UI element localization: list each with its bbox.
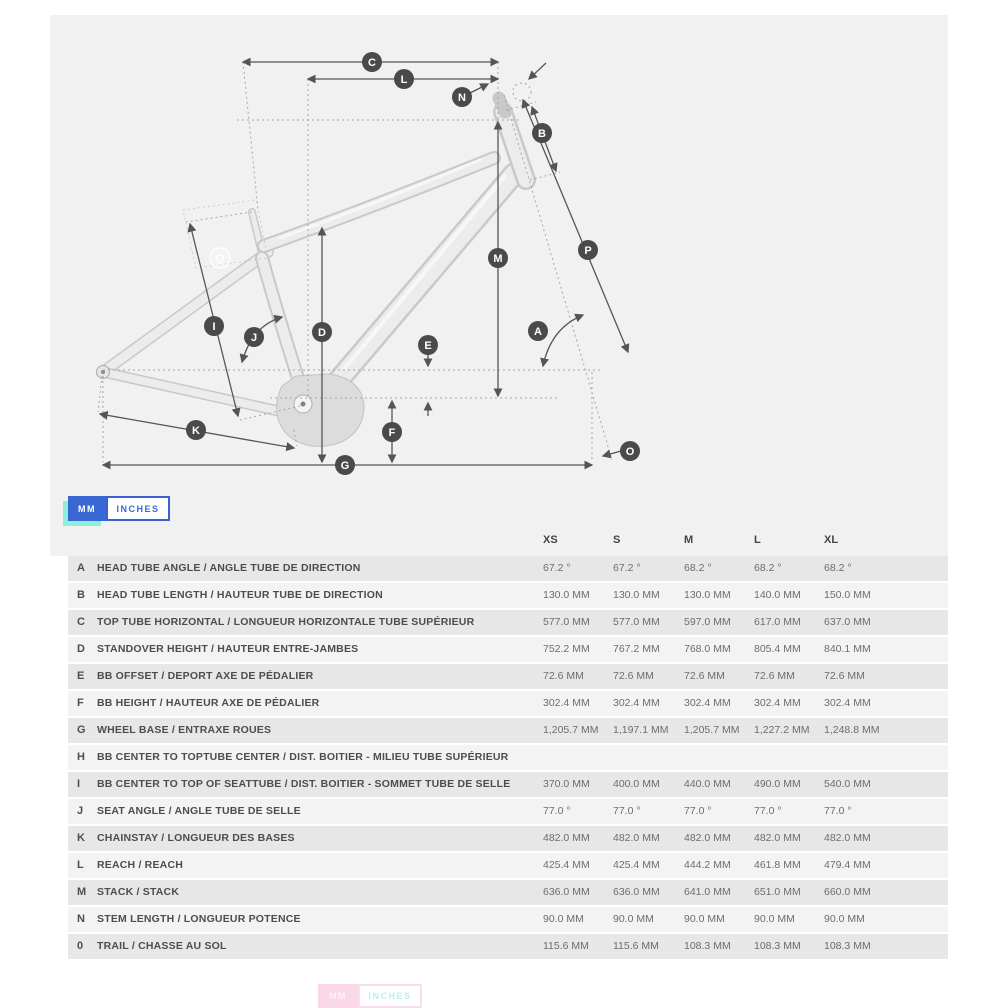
value-l: 90.0 MM xyxy=(754,913,795,925)
value-xl: 479.4 MM xyxy=(824,859,871,871)
svg-text:G: G xyxy=(340,460,350,472)
column-header-xl: XL xyxy=(824,534,839,546)
value-l: 1,227.2 MM xyxy=(754,724,810,736)
diagram-label-K xyxy=(186,420,206,440)
svg-text:J: J xyxy=(250,332,258,344)
value-xl: 90.0 MM xyxy=(824,913,865,925)
geometry-table xyxy=(68,529,948,961)
diagram-label-A xyxy=(528,321,548,341)
value-l: 490.0 MM xyxy=(754,778,801,790)
value-xs: 302.4 MM xyxy=(543,697,590,709)
value-xl: 150.0 MM xyxy=(824,589,871,601)
value-s: 400.0 MM xyxy=(613,778,660,790)
svg-text:C: C xyxy=(368,57,376,69)
unit-toggle-ghost xyxy=(318,984,422,1008)
value-xl: 72.6 MM xyxy=(824,670,865,682)
bike-geometry-diagram xyxy=(50,15,948,556)
table-row xyxy=(68,826,948,851)
value-xs: 1,205.7 MM xyxy=(543,724,599,736)
table-row xyxy=(68,637,948,662)
value-xs: 90.0 MM xyxy=(543,913,584,925)
value-xs: 577.0 MM xyxy=(543,616,590,628)
table-row xyxy=(68,772,948,797)
table-row xyxy=(68,880,948,905)
diagram-label-P xyxy=(578,240,598,260)
value-xs: 130.0 MM xyxy=(543,589,590,601)
unit-mm-button-ghost[interactable]: MM xyxy=(318,984,358,1008)
value-s: 72.6 MM xyxy=(613,670,654,682)
row-letter: B xyxy=(77,589,85,601)
svg-text:A: A xyxy=(534,326,542,338)
value-xl: 77.0 ° xyxy=(824,805,852,817)
value-m: 77.0 ° xyxy=(684,805,712,817)
value-xs: 115.6 MM xyxy=(543,940,589,952)
row-label: TRAIL / CHASSE AU SOL xyxy=(97,940,227,952)
row-label: STANDOVER HEIGHT / HAUTEUR ENTRE-JAMBES xyxy=(97,643,359,655)
diagram-label-Q xyxy=(210,248,230,268)
table-row xyxy=(68,691,948,716)
value-xl: 637.0 MM xyxy=(824,616,871,628)
value-l: 72.6 MM xyxy=(754,670,795,682)
diagram-label-B xyxy=(532,123,552,143)
value-m: 68.2 ° xyxy=(684,562,712,574)
handlebar-clamp-marker xyxy=(513,83,531,101)
row-letter: I xyxy=(77,778,81,790)
row-label: SEAT ANGLE / ANGLE TUBE DE SELLE xyxy=(97,805,301,817)
bike-frame xyxy=(97,98,527,446)
row-label: STACK / STACK xyxy=(97,886,180,898)
svg-text:M: M xyxy=(493,253,503,265)
value-s: 1,197.1 MM xyxy=(613,724,669,736)
svg-text:F: F xyxy=(388,427,396,439)
row-letter: C xyxy=(77,616,85,628)
value-xs: 67.2 ° xyxy=(543,562,571,574)
diagram-label-J xyxy=(244,327,264,347)
diagram-label-D xyxy=(312,322,332,342)
value-xs: 636.0 MM xyxy=(543,886,590,898)
unit-mm-button[interactable]: MM xyxy=(68,496,106,521)
row-label: BB HEIGHT / HAUTEUR AXE DE PÉDALIER xyxy=(97,697,320,709)
value-xl: 68.2 ° xyxy=(824,562,852,574)
value-l: 108.3 MM xyxy=(754,940,801,952)
table-row xyxy=(68,664,948,689)
row-label: REACH / REACH xyxy=(97,859,184,871)
diagram-label-I xyxy=(204,316,224,336)
row-letter: M xyxy=(77,886,87,898)
value-s: 67.2 ° xyxy=(613,562,641,574)
svg-text:L: L xyxy=(400,74,408,86)
row-label: TOP TUBE HORIZONTAL / LONGUEUR HORIZONTALE TUBE SUPÉRIEUR xyxy=(97,616,475,628)
value-xs: 752.2 MM xyxy=(543,643,590,655)
column-header-l: L xyxy=(754,534,761,546)
column-header-xs: XS xyxy=(543,534,558,546)
value-m: 768.0 MM xyxy=(684,643,731,655)
value-xl: 540.0 MM xyxy=(824,778,871,790)
value-s: 90.0 MM xyxy=(613,913,654,925)
row-letter: L xyxy=(77,859,84,871)
value-xl: 840.1 MM xyxy=(824,643,871,655)
row-letter: K xyxy=(77,832,85,844)
row-label: STEM LENGTH / LONGUEUR POTENCE xyxy=(97,913,301,925)
svg-text:I: I xyxy=(212,321,216,333)
value-m: 444.2 MM xyxy=(684,859,731,871)
table-row xyxy=(68,556,948,581)
row-letter: E xyxy=(77,670,85,682)
row-label: BB OFFSET / DEPORT AXE DE PÉDALIER xyxy=(97,670,314,682)
column-header-s: S xyxy=(613,534,621,546)
diagram-label-O xyxy=(620,441,640,461)
value-s: 115.6 MM xyxy=(613,940,659,952)
value-s: 767.2 MM xyxy=(613,643,660,655)
row-letter: G xyxy=(77,724,86,736)
value-l: 302.4 MM xyxy=(754,697,801,709)
value-xs: 482.0 MM xyxy=(543,832,590,844)
value-s: 425.4 MM xyxy=(613,859,660,871)
svg-text:E: E xyxy=(424,340,432,352)
value-l: 68.2 ° xyxy=(754,562,782,574)
value-m: 597.0 MM xyxy=(684,616,731,628)
row-letter: H xyxy=(77,751,85,763)
diagram-label-C xyxy=(362,52,382,72)
diagram-label-F xyxy=(382,422,402,442)
value-l: 140.0 MM xyxy=(754,589,801,601)
value-m: 641.0 MM xyxy=(684,886,731,898)
table-row xyxy=(68,583,948,608)
table-row xyxy=(68,799,948,824)
value-m: 440.0 MM xyxy=(684,778,731,790)
table-row xyxy=(68,934,948,959)
value-m: 130.0 MM xyxy=(684,589,731,601)
value-m: 302.4 MM xyxy=(684,697,731,709)
row-label: BB CENTER TO TOPTUBE CENTER / DIST. BOITIER - MILIEU TUBE SUPÉRIEUR xyxy=(97,751,509,763)
row-letter: F xyxy=(77,697,84,709)
unit-inches-button[interactable]: INCHES xyxy=(106,496,170,521)
svg-text:K: K xyxy=(192,425,200,437)
value-xl: 660.0 MM xyxy=(824,886,871,898)
row-label: BB CENTER TO TOP OF SEATTUBE / DIST. BOITIER - SOMMET TUBE DE SELLE xyxy=(97,778,511,790)
table-row xyxy=(68,745,948,770)
svg-text:D: D xyxy=(318,327,326,339)
value-s: 130.0 MM xyxy=(613,589,660,601)
value-s: 636.0 MM xyxy=(613,886,660,898)
svg-text:Q: Q xyxy=(215,253,225,265)
motor-housing xyxy=(277,374,364,446)
diagram-label-N xyxy=(452,87,472,107)
value-s: 577.0 MM xyxy=(613,616,660,628)
diagram-label-E xyxy=(418,335,438,355)
value-s: 77.0 ° xyxy=(613,805,641,817)
svg-text:O: O xyxy=(625,446,635,458)
row-label: WHEEL BASE / ENTRAXE ROUES xyxy=(97,724,272,736)
svg-text:B: B xyxy=(538,128,546,140)
table-row xyxy=(68,610,948,635)
value-l: 482.0 MM xyxy=(754,832,801,844)
unit-inches-button-ghost[interactable]: INCHES xyxy=(358,984,422,1008)
diagram-label-L xyxy=(394,69,414,89)
row-label: CHAINSTAY / LONGUEUR DES BASES xyxy=(97,832,295,844)
value-xl: 302.4 MM xyxy=(824,697,871,709)
table-row xyxy=(68,718,948,743)
row-letter: A xyxy=(77,562,85,574)
row-letter: 0 xyxy=(77,940,84,952)
size-header-row xyxy=(68,529,948,554)
row-letter: N xyxy=(77,913,85,925)
table-row xyxy=(68,907,948,932)
value-m: 90.0 MM xyxy=(684,913,725,925)
value-m: 108.3 MM xyxy=(684,940,731,952)
value-l: 617.0 MM xyxy=(754,616,801,628)
unit-toggle xyxy=(68,496,170,521)
table-row xyxy=(68,853,948,878)
column-header-m: M xyxy=(684,534,694,546)
value-s: 482.0 MM xyxy=(613,832,660,844)
value-l: 651.0 MM xyxy=(754,886,801,898)
svg-text:N: N xyxy=(458,92,466,104)
value-s: 302.4 MM xyxy=(613,697,660,709)
value-l: 461.8 MM xyxy=(754,859,801,871)
value-xs: 77.0 ° xyxy=(543,805,571,817)
value-xl: 482.0 MM xyxy=(824,832,871,844)
value-l: 805.4 MM xyxy=(754,643,801,655)
value-m: 482.0 MM xyxy=(684,832,731,844)
row-letter: D xyxy=(77,643,85,655)
row-letter: J xyxy=(77,805,84,817)
row-label: HEAD TUBE ANGLE / ANGLE TUBE DE DIRECTION xyxy=(97,562,361,574)
value-m: 1,205.7 MM xyxy=(684,724,740,736)
value-m: 72.6 MM xyxy=(684,670,725,682)
value-xl: 1,248.8 MM xyxy=(824,724,880,736)
bike-geometry-diagram-panel xyxy=(50,15,948,556)
value-xl: 108.3 MM xyxy=(824,940,871,952)
value-xs: 425.4 MM xyxy=(543,859,590,871)
diagram-label-G xyxy=(335,455,355,475)
value-xs: 72.6 MM xyxy=(543,670,584,682)
diagram-label-M xyxy=(488,248,508,268)
svg-text:P: P xyxy=(584,245,592,257)
row-label: HEAD TUBE LENGTH / HAUTEUR TUBE DE DIRECTION xyxy=(97,589,383,601)
value-l: 77.0 ° xyxy=(754,805,782,817)
value-xs: 370.0 MM xyxy=(543,778,590,790)
